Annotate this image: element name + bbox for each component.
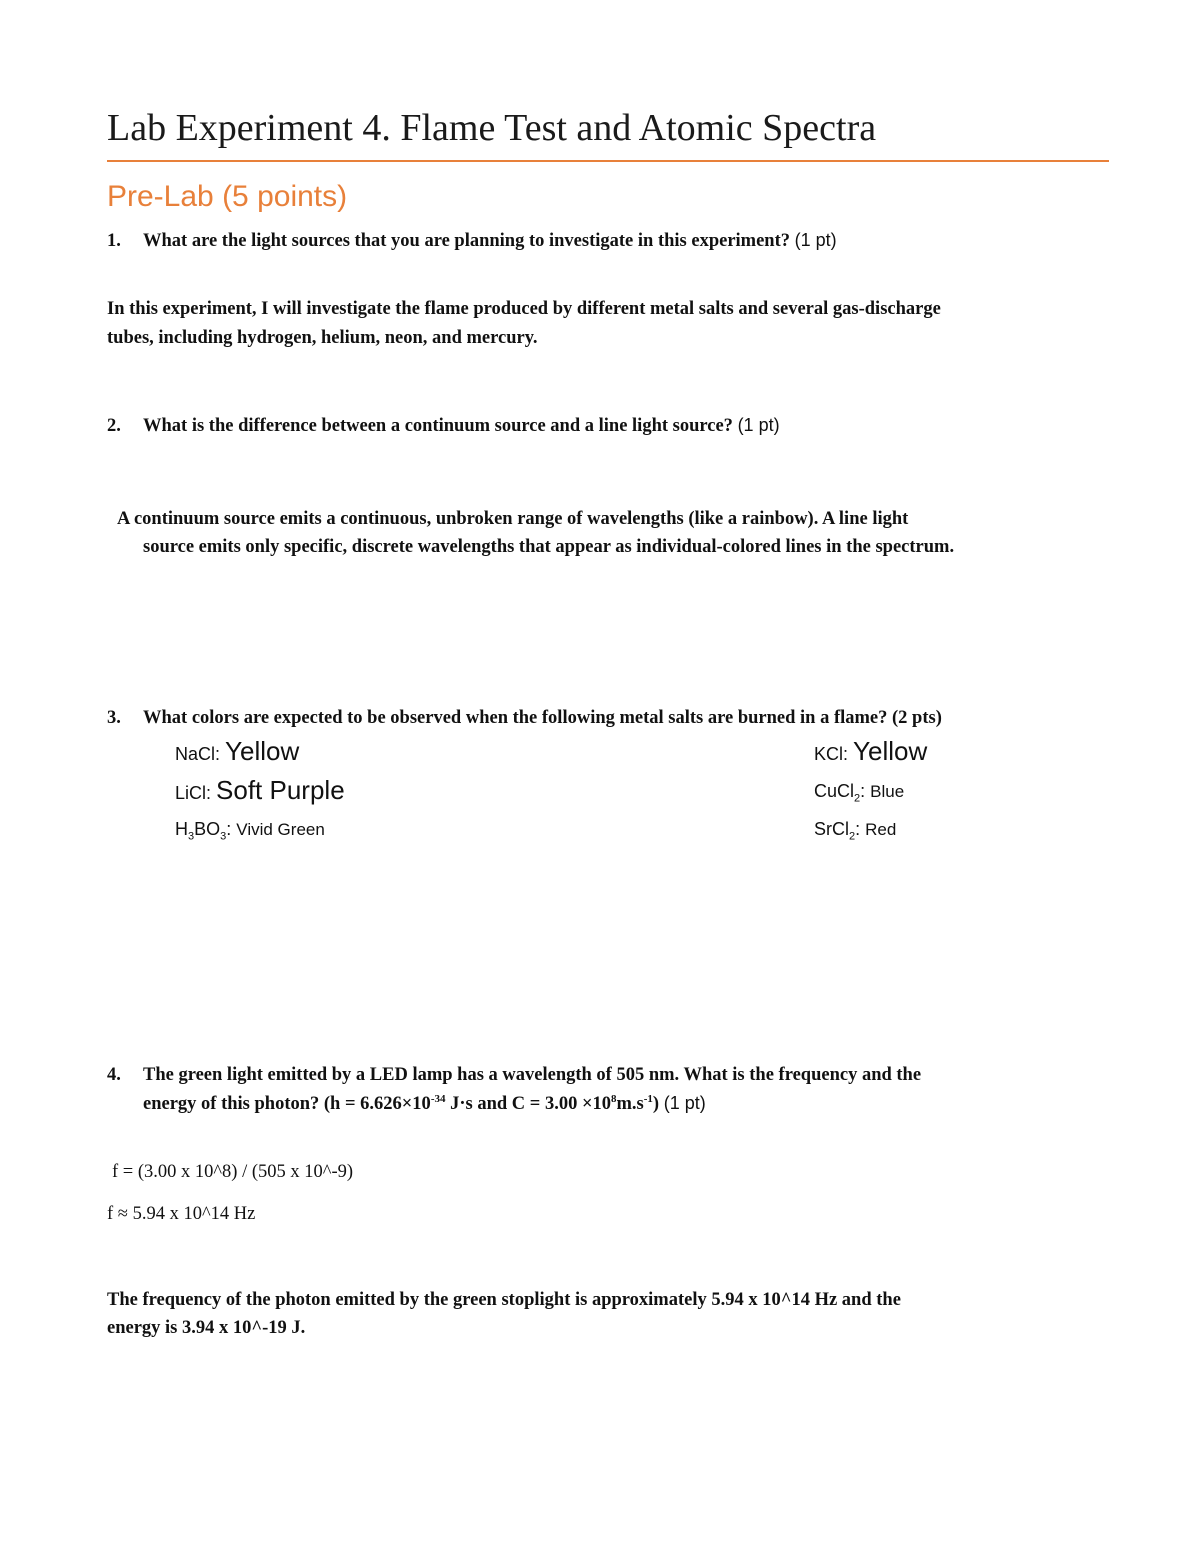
salt-color: Red [865, 820, 897, 839]
question-number: 3. [107, 708, 121, 728]
question-4-line-2: energy of this photon? ($h = 6.626\times 10^{-34}$ J·s and $C = 3.00 \times 10^8m.s^{-1}$) (1 pt) [143, 1093, 706, 1115]
question-2 [107, 415, 780, 437]
question-4 [107, 1065, 921, 1086]
salt-srcl2 [814, 819, 896, 843]
salt-color: Blue [870, 782, 905, 801]
answer-1-line-2: tubes, including hydrogen, helium, neon, and mercury. [107, 328, 538, 348]
question-number: 4. [107, 1065, 121, 1085]
answer-2-line-1: A continuum source emits a continuous, unbroken range of wavelengths (like a rainbow). A line light [117, 509, 909, 529]
answer-2-line-2: source emits only specific, discrete wavelengths that appear as individual-colored lines in the spectrum. [143, 537, 955, 557]
salt-kcl [814, 736, 927, 767]
salt-formula: KCl: [814, 744, 849, 764]
salt-licl [175, 775, 345, 806]
salt-formula: LiCl: [175, 783, 212, 803]
question-1 [107, 230, 837, 252]
salt-color: Vivid Green [236, 820, 325, 839]
salt-h3bo3 [175, 819, 325, 843]
salt-formula: NaCl: [175, 744, 221, 764]
question-3 [107, 708, 942, 729]
calc-line-2: f ≈ 5.94 x 10^14 Hz [107, 1204, 256, 1224]
question-text: What colors are expected to be observed when the following metal salts are burned in a flame? (2 pts) [143, 708, 942, 728]
answer-4-line-2: energy is 3.94 x 10^-19 J. [107, 1318, 306, 1338]
salt-color: Yellow [853, 736, 928, 766]
page-title: Lab Experiment 4. Flame Test and Atomic Spectra [107, 107, 877, 149]
question-number: 2. [107, 416, 121, 436]
salt-formula: $H_3BO_3$: [175, 819, 232, 843]
question-points: (1 pt) [794, 230, 837, 250]
salt-nacl [175, 736, 299, 767]
salt-formula: CuCl$_2$: [814, 781, 866, 805]
question-points: (1 pt) [737, 415, 780, 435]
calc-line-1: f = (3.00 x 10^8) / (505 x 10^-9) [112, 1162, 354, 1182]
salt-formula: SrCl$_2$: [814, 819, 861, 843]
salt-cucl2 [814, 781, 904, 805]
question-points: (1 pt) [663, 1093, 706, 1114]
question-text-line-1: The green light emitted by a LED lamp has a wavelength of 505 nm. What is the frequency and the [143, 1065, 922, 1085]
question-text: What are the light sources that you are planning to investigate in this experiment? [143, 231, 790, 251]
salt-color: Yellow [225, 736, 300, 766]
question-number: 1. [107, 231, 121, 251]
question-text: What is the difference between a continuum source and a line light source? [143, 416, 733, 436]
title-divider [107, 160, 1109, 162]
section-heading: Pre-Lab (5 points) [107, 180, 348, 213]
salt-color: Soft Purple [216, 775, 345, 805]
answer-4-line-1: The frequency of the photon emitted by the green stoplight is approximately 5.94 x 10^14 Hz and the [107, 1290, 901, 1310]
answer-1-line-1: In this experiment, I will investigate the flame produced by different metal salts and several gas-discharge [107, 299, 941, 319]
